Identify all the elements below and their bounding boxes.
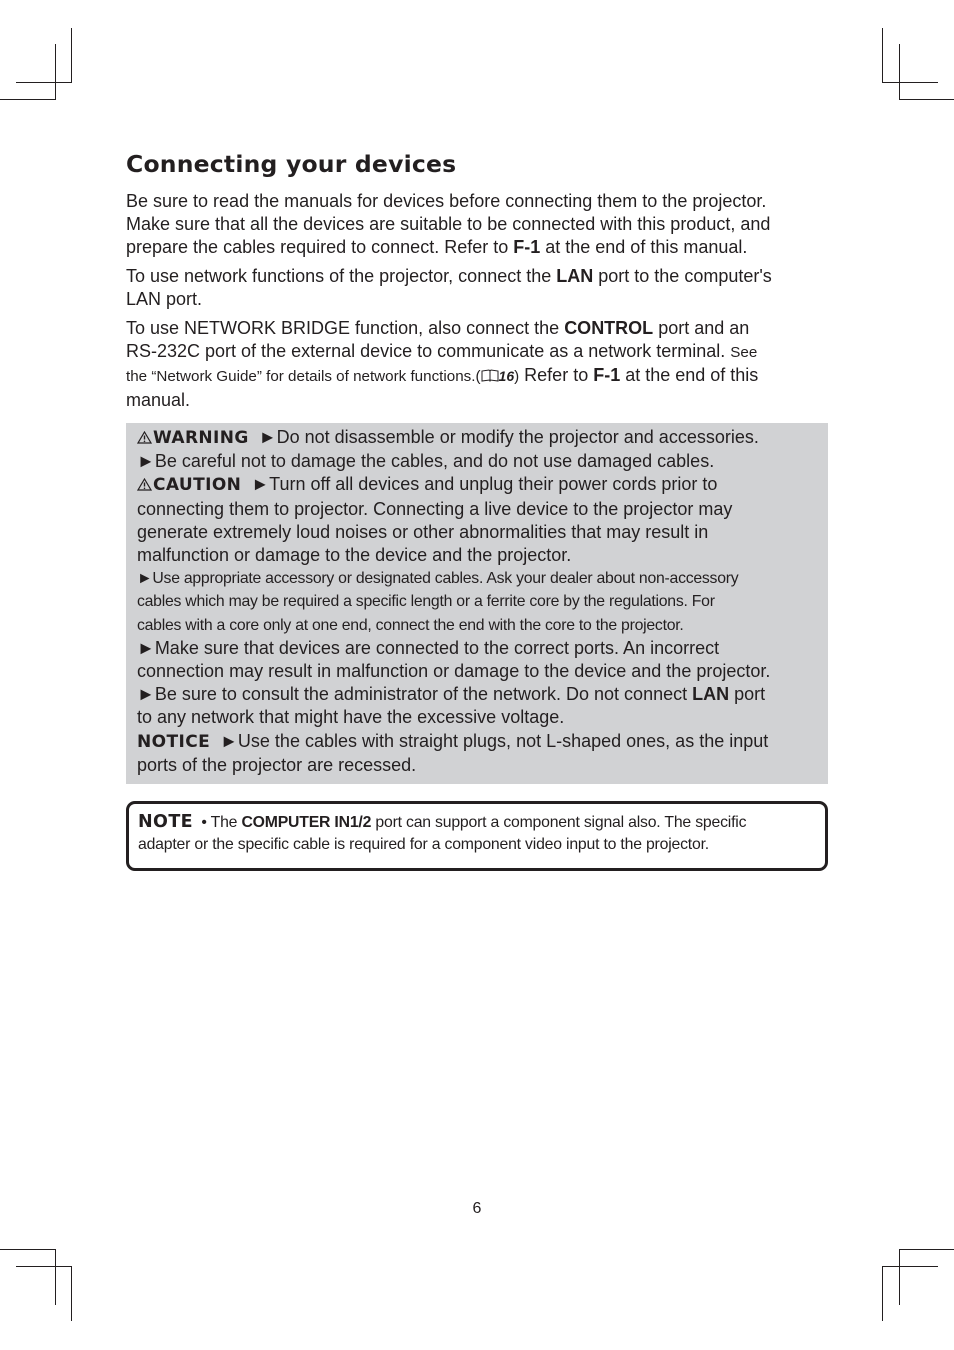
text: connection may result in malfunction or damage to the device and the projector. — [137, 661, 771, 682]
text: manual. — [126, 389, 191, 410]
text: generate extremely loud noises or other abnormalities that may result in — [137, 521, 709, 542]
text: prepare the cables required to connect. Refer to — [126, 237, 514, 258]
text: cables with a core only at one end, connect the end with the core to the projector. — [137, 616, 684, 634]
text: • The — [201, 814, 242, 831]
text: at the end of this — [620, 365, 759, 386]
text: to any network that might have the excessive voltage. — [137, 707, 565, 728]
text: ►Use appropriate accessory or designated cables. Ask your dealer about non-accessory — [137, 570, 739, 588]
text: port can support a component signal also. The specific — [371, 814, 747, 831]
warning-line — [137, 426, 828, 450]
manual-reference: F-1 — [593, 365, 621, 386]
text: ports of the projector are recessed. — [137, 754, 417, 775]
text: ►Make sure that devices are connected to the correct ports. An incorrect — [137, 637, 720, 658]
crop-mark — [899, 99, 954, 100]
crop-mark — [882, 1266, 883, 1321]
book-icon — [481, 369, 499, 382]
page-number: 6 — [472, 1200, 482, 1217]
caution-line — [137, 473, 828, 497]
crop-mark — [882, 28, 883, 83]
crop-mark — [71, 1266, 72, 1321]
intro-paragraph-network — [126, 265, 826, 311]
text: ►Do not disassemble or modify the projector and accessories. — [258, 427, 759, 447]
crop-mark — [899, 1249, 954, 1250]
intro-paragraph-devices — [126, 190, 826, 260]
text: LAN port. — [126, 289, 203, 310]
text: at the end of this manual. — [540, 237, 748, 258]
intro-paragraph-network-bridge — [126, 317, 826, 412]
note-line — [138, 811, 825, 834]
text: ►Use the cables with straight plugs, not L-shaped ones, as the input — [220, 730, 769, 751]
text: ►Turn off all devices and unplug their power cords prior to — [251, 474, 718, 495]
text: ►Be sure to consult the administrator of the network. Do not connect — [137, 684, 693, 705]
text: port to the computer's — [593, 266, 772, 286]
warning-triangle-icon — [137, 431, 152, 444]
port-name: CONTROL — [564, 318, 654, 338]
text: ►Be careful not to damage the cables, and do not use damaged cables. — [137, 451, 715, 472]
crop-mark — [55, 1249, 56, 1305]
notice-line — [137, 730, 828, 754]
page-reference: 16 — [498, 368, 515, 385]
crop-mark — [882, 1266, 938, 1267]
crop-mark — [55, 44, 56, 100]
crop-mark — [0, 1249, 55, 1250]
page-title: Connecting your devices — [126, 150, 457, 178]
text: Make sure that all the devices are suitable to be connected with this product, and — [126, 214, 771, 235]
port-name: LAN — [556, 266, 594, 286]
text: adapter or the specific cable is required for a component video input to the projector. — [138, 836, 709, 853]
crop-mark — [882, 82, 938, 83]
warning-triangle-icon — [137, 478, 152, 491]
text: Refer to — [519, 365, 594, 386]
crop-mark — [16, 82, 72, 83]
crop-mark — [899, 1249, 900, 1305]
text: connecting them to projector. Connecting a live device to the projector may — [137, 498, 733, 519]
notice-label: NOTICE — [137, 731, 211, 752]
text: malfunction or damage to the device and the projector. — [137, 545, 572, 566]
port-name: COMPUTER IN1/2 — [241, 814, 372, 831]
crop-mark — [899, 44, 900, 100]
text: port — [729, 684, 766, 705]
text: Be sure to read the manuals for devices before connecting them to the projector. — [126, 191, 767, 211]
crop-mark — [71, 28, 72, 83]
note-label: NOTE — [138, 812, 194, 832]
admin-line — [137, 683, 828, 706]
text: ) — [514, 368, 520, 386]
port-name: LAN — [692, 684, 730, 705]
caution-label: CAUTION — [153, 475, 242, 496]
crop-mark — [16, 1266, 72, 1267]
text: port and an — [653, 318, 750, 338]
text: See — [730, 344, 758, 362]
text: RS-232C port of the external device to communicate as a network terminal. — [126, 341, 731, 362]
text: To use NETWORK BRIDGE function, also connect the — [126, 318, 565, 338]
text: cables which may be required a specific length or a ferrite core by the regulations. For — [137, 593, 715, 611]
crop-mark — [0, 99, 55, 100]
text: To use network functions of the projector, connect the — [126, 266, 557, 286]
safety-notice-box — [126, 423, 828, 784]
text: the “Network Guide” for details of network functions.( — [126, 368, 481, 386]
manual-reference: F-1 — [513, 237, 541, 258]
note-box — [126, 801, 828, 871]
warning-label: WARNING — [153, 428, 249, 448]
